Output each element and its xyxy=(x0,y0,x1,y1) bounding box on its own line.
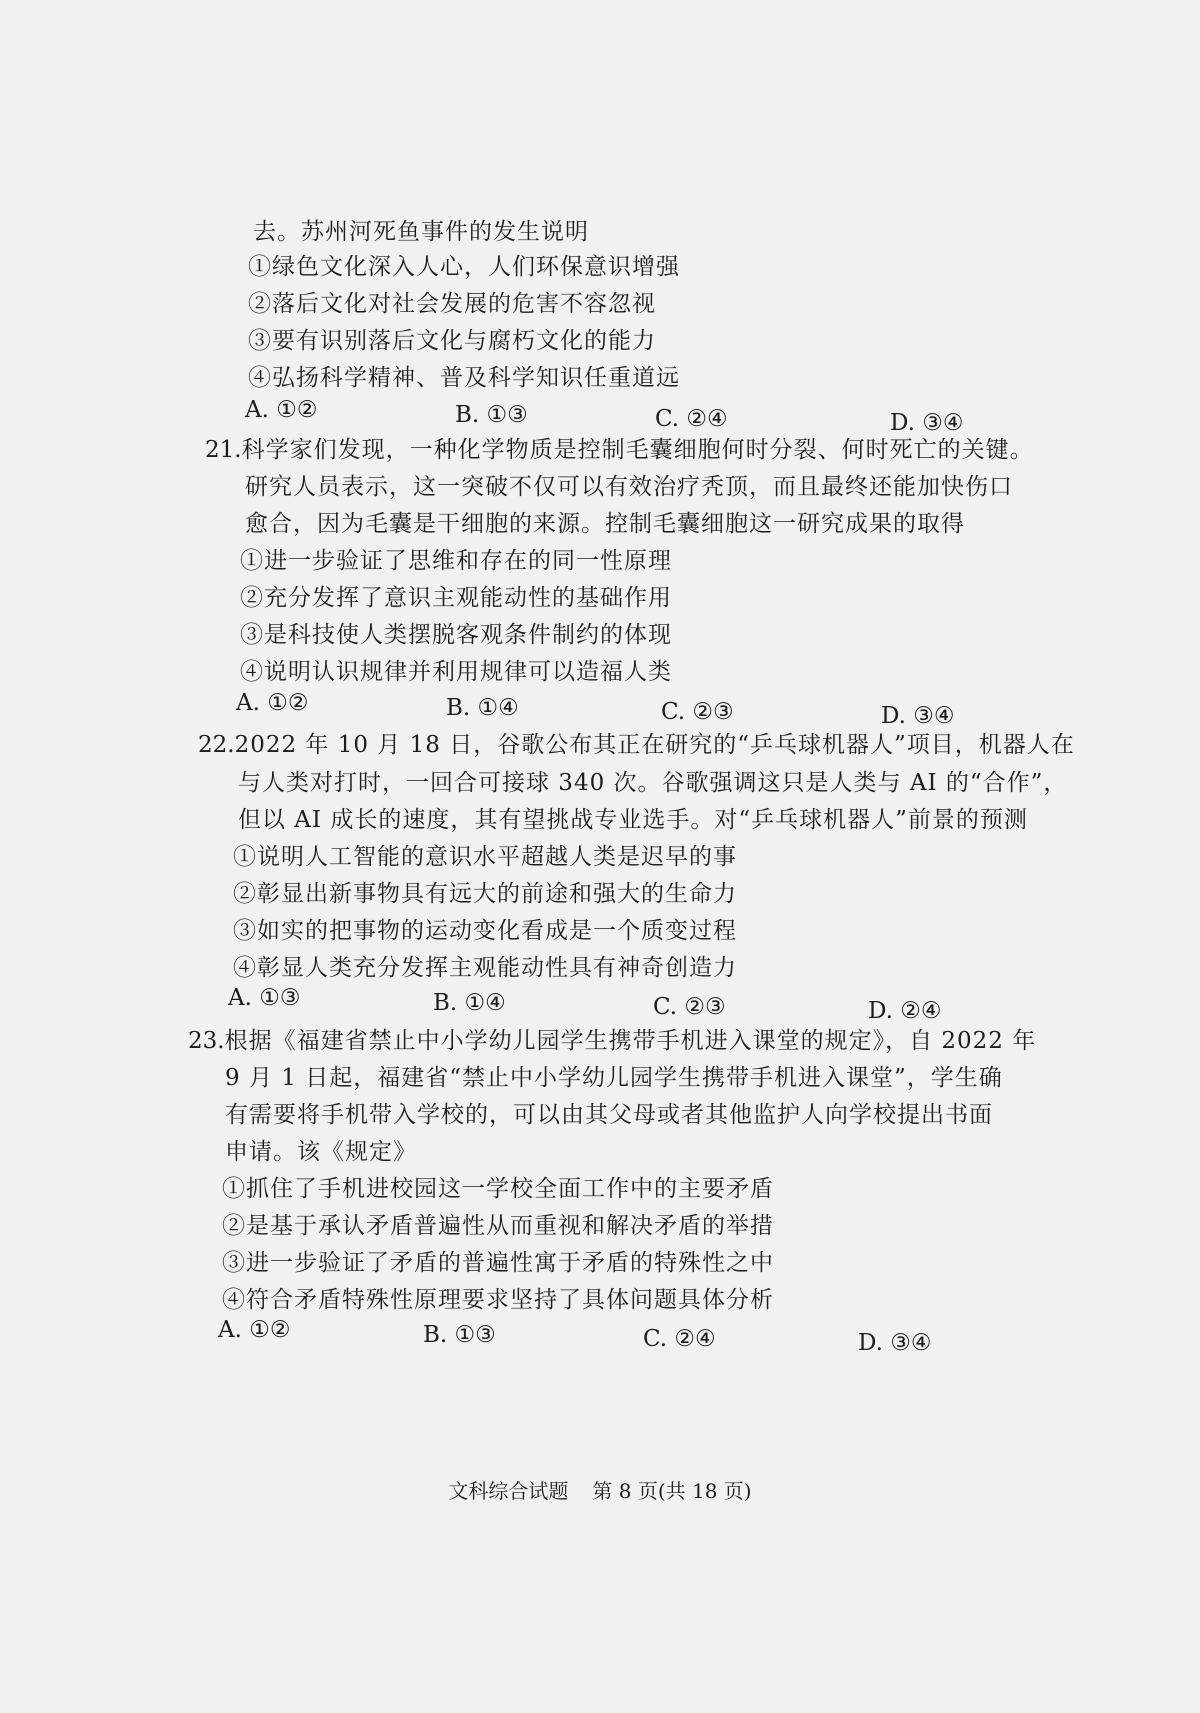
choice-c: C. ②③ xyxy=(661,699,734,725)
choice-c: C. ②④ xyxy=(655,406,728,432)
q21-option-2: ②充分发挥了意识主观能动性的基础作用 xyxy=(240,585,672,611)
q23-stem-line-3: 有需要将手机带入学校的，可以由其父母或者其他监护人向学校提出书面 xyxy=(225,1102,993,1128)
q22-option-4: ④彰显人类充分发挥主观能动性具有神奇创造力 xyxy=(233,955,737,981)
choice-c: C. ②③ xyxy=(653,994,726,1020)
intro-option-3: ③要有识别落后文化与腐朽文化的能力 xyxy=(248,328,656,354)
q23-choices xyxy=(218,1315,1138,1356)
q22-stem-line-2: 与人类对打时，一回合可接球 340 次。谷歌强调这只是人类与 AI 的“合作”， xyxy=(238,770,1068,796)
q23-stem-line-2: 9 月 1 日起，福建省“禁止中小学幼儿园学生携带手机进入课堂”，学生确 xyxy=(225,1065,1003,1091)
q23-stem-line-1 xyxy=(188,1026,1036,1056)
choice-d: D. ③④ xyxy=(858,1330,932,1356)
choice-b: B. ①④ xyxy=(446,695,519,721)
footer-page-number: 第 8 页(共 18 页) xyxy=(592,1479,752,1503)
intro-option-4: ④弘扬科学精神、普及科学知识任重道远 xyxy=(248,365,680,391)
q21-option-1: ①进一步验证了思维和存在的同一性原理 xyxy=(240,548,672,574)
intro-stem-line: 去。苏州河死鱼事件的发生说明 xyxy=(253,219,589,245)
q22-stem-line-3: 但以 AI 成长的速度，其有望挑战专业选手。对“乒乓球机器人”前景的预测 xyxy=(238,807,1028,833)
q21-choices xyxy=(236,688,1156,729)
choice-b: B. ①④ xyxy=(433,990,506,1016)
choice-a: A. ①③ xyxy=(228,985,301,1011)
q23-option-4: ④符合矛盾特殊性原理要求坚持了具体问题具体分析 xyxy=(222,1287,774,1313)
q22-stem-text-1: 2022 年 10 月 18 日，谷歌公布其正在研究的“乒乓球机器人”项目，机器人在 xyxy=(234,732,1075,758)
choice-c: C. ②④ xyxy=(643,1326,716,1352)
q21-stem-text-1: 科学家们发现，一种化学物质是控制毛囊细胞何时分裂、何时死亡的关键。 xyxy=(241,437,1034,463)
q23-stem-line-4: 申请。该《规定》 xyxy=(225,1139,417,1165)
choice-b: B. ①③ xyxy=(423,1322,496,1348)
q22-option-2: ②彰显出新事物具有远大的前途和强大的生命力 xyxy=(233,881,737,907)
choice-a: A. ①② xyxy=(236,690,309,716)
q22-option-1: ①说明人工智能的意识水平超越人类是迟早的事 xyxy=(233,844,737,870)
q23-option-2: ②是基于承认矛盾普遍性从而重视和解决矛盾的举措 xyxy=(222,1213,774,1239)
footer-subject: 文科综合试题 xyxy=(448,1479,569,1503)
question-number: 23. xyxy=(188,1028,225,1054)
q21-option-4: ④说明认识规律并利用规律可以造福人类 xyxy=(240,659,672,685)
q23-option-3: ③进一步验证了矛盾的普遍性寓于矛盾的特殊性之中 xyxy=(222,1250,774,1276)
q21-stem-line-2: 研究人员表示，这一突破不仅可以有效治疗秃顶，而且最终还能加快伤口 xyxy=(245,474,1013,500)
choice-b: B. ①③ xyxy=(455,402,528,428)
intro-option-2: ②落后文化对社会发展的危害不容忽视 xyxy=(248,291,656,317)
q23-option-1: ①抓住了手机进校园这一学校全面工作中的主要矛盾 xyxy=(222,1176,774,1202)
q23-stem-text-1: 根据《福建省禁止中小学幼儿园学生携带手机进入课堂的规定》，自 2022 年 xyxy=(224,1028,1037,1054)
choice-d: D. ③④ xyxy=(890,410,964,436)
q22-stem-line-1 xyxy=(198,730,1075,760)
intro-option-1: ①绿色文化深入人心，人们环保意识增强 xyxy=(248,254,680,280)
intro-choices xyxy=(245,395,1165,436)
question-number: 21. xyxy=(205,437,242,463)
q22-option-3: ③如实的把事物的运动变化看成是一个质变过程 xyxy=(233,918,737,944)
choice-a: A. ①② xyxy=(245,397,318,423)
q22-choices xyxy=(228,983,1148,1024)
question-number: 22. xyxy=(198,732,235,758)
choice-d: D. ③④ xyxy=(881,703,955,729)
page-footer xyxy=(0,1478,1200,1504)
q21-stem-line-3: 愈合，因为毛囊是干细胞的来源。控制毛囊细胞这一研究成果的取得 xyxy=(245,511,965,537)
q21-option-3: ③是科技使人类摆脱客观条件制约的体现 xyxy=(240,622,672,648)
choice-d: D. ②④ xyxy=(868,998,942,1024)
choice-a: A. ①② xyxy=(218,1317,291,1343)
q21-stem-line-1 xyxy=(205,435,1034,465)
